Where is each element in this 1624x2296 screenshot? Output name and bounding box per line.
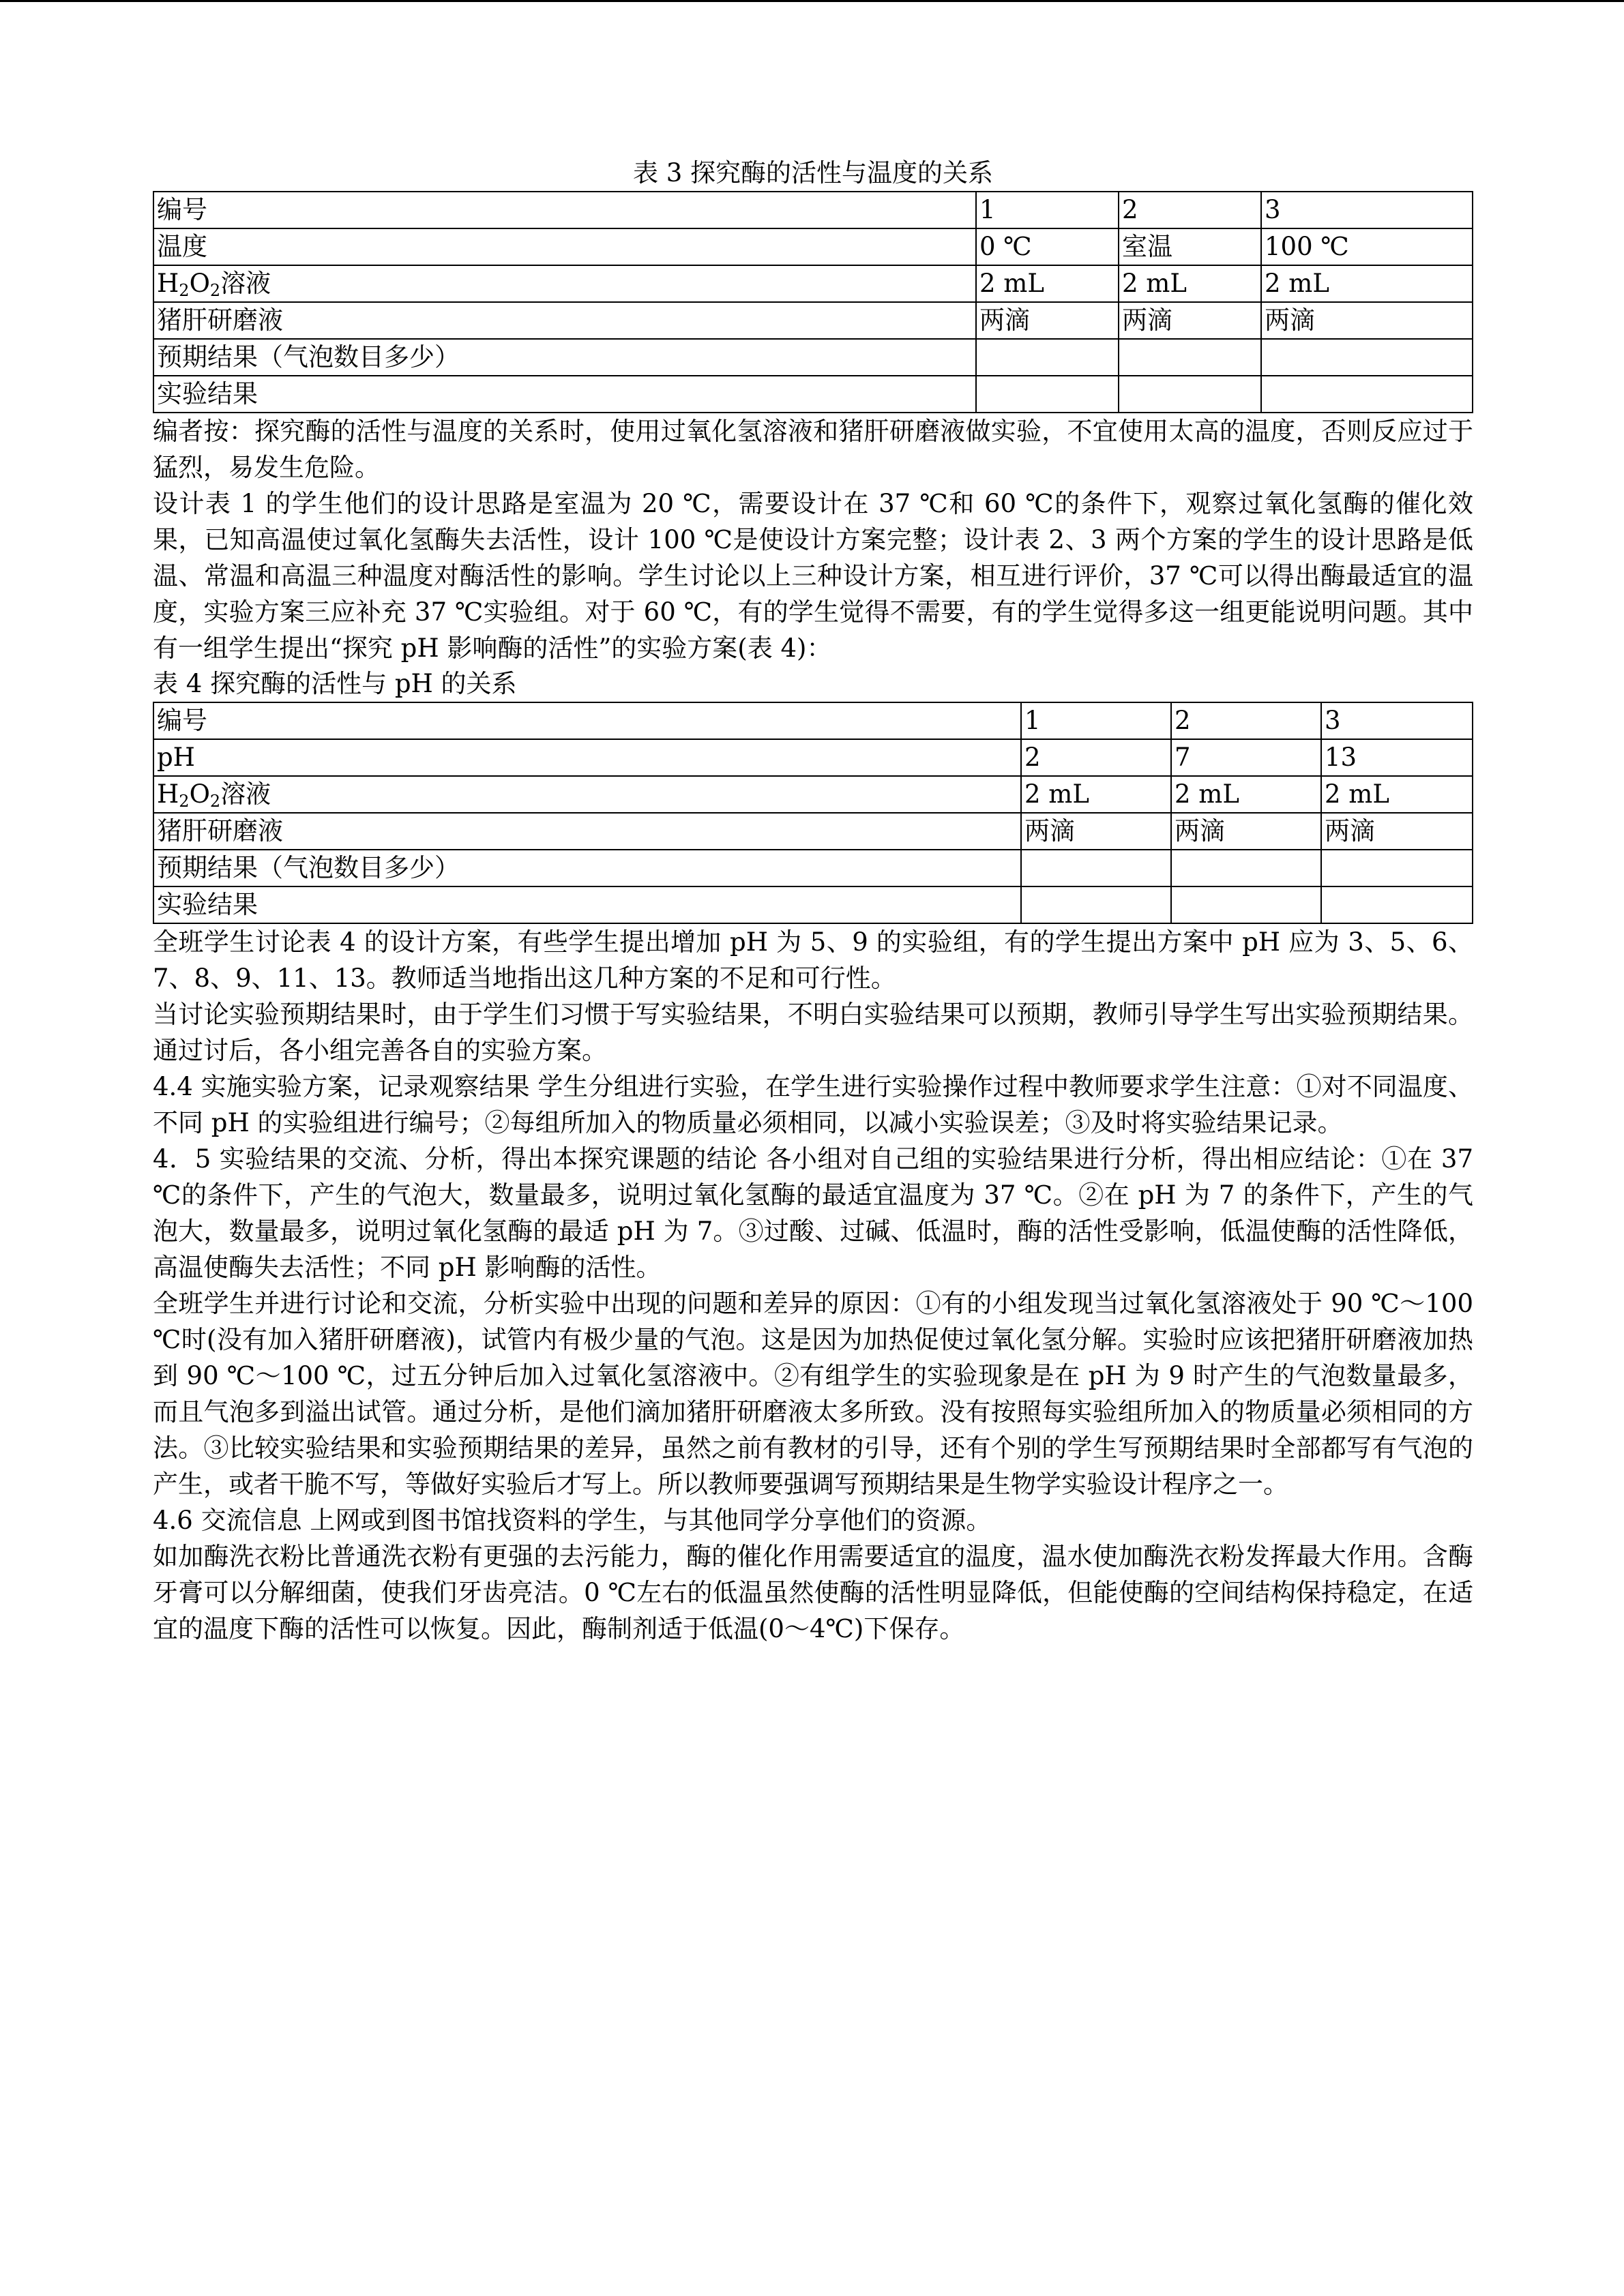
table-cell: 7 xyxy=(1171,739,1321,776)
table-cell: 两滴 xyxy=(1321,813,1473,850)
table-cell: 2 mL xyxy=(1021,776,1171,813)
table-cell: 2 xyxy=(1119,192,1261,228)
table-cell xyxy=(1021,850,1171,886)
table-row xyxy=(153,886,1473,923)
table-cell: 2 mL xyxy=(1321,776,1473,813)
table-row xyxy=(153,192,1473,228)
table-cell xyxy=(1261,339,1473,376)
table-cell: 实验结果 xyxy=(153,376,976,413)
table3-caption: 表 3 探究酶的活性与温度的关系 xyxy=(632,158,994,188)
table-cell: 3 xyxy=(1321,702,1473,739)
table-cell: 实验结果 xyxy=(153,886,1021,923)
table-cell xyxy=(1171,850,1321,886)
table-cell: 3 xyxy=(1261,192,1473,228)
table-row xyxy=(153,850,1473,886)
table-cell xyxy=(976,339,1119,376)
table-cell: 两滴 xyxy=(1171,813,1321,850)
table-cell: 2 xyxy=(1021,739,1171,776)
table-cell: 13 xyxy=(1321,739,1473,776)
table-cell: 1 xyxy=(976,192,1119,228)
table4-caption: 表 4 探究酶的活性与 pH 的关系 xyxy=(153,669,517,698)
table-row xyxy=(153,302,1473,339)
table-cell: 100 ℃ xyxy=(1261,228,1473,265)
table-cell xyxy=(1321,850,1473,886)
table-cell xyxy=(1021,886,1171,923)
paragraph-expected-results: 当讨论实验预期结果时，由于学生们习惯于写实验结果，不明白实验结果可以预期，教师引导学生写出实验预期结果。通过讨后，各小组完善各自的实验方案。 xyxy=(153,1000,1473,1065)
paragraph-section-4-4: 4.4 实施实验方案，记录观察结果 学生分组进行实验，在学生进行实验操作过程中教师要求学生注意：①对不同温度、不同 pH 的实验组进行编号；②每组所加入的物质量必须相同，以减小实验误差；③及时将实验结果记录。 xyxy=(153,1072,1473,1137)
paragraph-ph-discussion: 全班学生讨论表 4 的设计方案，有些学生提出增加 pH 为 5、9 的实验组，有的学生提出方案中 pH 应为 3、5、6、7、8、9、11、13。教师适当地指出这几种方案的不足和可行性。 xyxy=(153,927,1473,993)
page-top-border xyxy=(0,0,1624,2)
table-cell: 编号 xyxy=(153,702,1021,739)
table-row xyxy=(153,739,1473,776)
table3 xyxy=(153,191,1473,413)
table4 xyxy=(153,702,1473,924)
table-cell: 预期结果（气泡数目多少） xyxy=(153,850,1021,886)
table-row xyxy=(153,702,1473,739)
table-cell: 两滴 xyxy=(1021,813,1171,850)
table-cell xyxy=(1119,339,1261,376)
paragraph-design-discussion: 设计表 1 的学生他们的设计思路是室温为 20 ℃，需要设计在 37 ℃和 60 ℃的条件下，观察过氧化氢酶的催化效果，已知高温使过氧化氢酶失去活性，设计 100 ℃是使设计方案完整；设计表 2、3 两个方案的学生的设计思路是低温、常温和高温三种温度对酶活性的影响。学生讨论以上三种设计方案，相互进行评价，37 ℃可以得出酶最适宜的温度，实验方案三应补充 37 ℃实验组。对于 60 ℃，有的学生觉得不需要，有的学生觉得多这一组更能说明问题。其中有一组学生提出“探究 pH 影响酶的活性”的实验方案(表 4)： xyxy=(153,489,1473,663)
paragraph-editor-note: 编者按：探究酶的活性与温度的关系时，使用过氧化氢溶液和猪肝研磨液做实验，不宜使用太高的温度，否则反应过于猛烈，易发生危险。 xyxy=(153,417,1473,482)
table-cell xyxy=(1261,376,1473,413)
table-cell: $H_2O_2$溶液 xyxy=(153,776,1021,813)
table-cell xyxy=(1119,376,1261,413)
table-cell: 猪肝研磨液 xyxy=(153,813,1021,850)
table-cell: 2 mL xyxy=(976,265,1119,302)
table-row xyxy=(153,813,1473,850)
table-cell: 预期结果（气泡数目多少） xyxy=(153,339,976,376)
table-cell: 温度 xyxy=(153,228,976,265)
table-row xyxy=(153,376,1473,413)
table-cell: 2 xyxy=(1171,702,1321,739)
table-cell: 1 xyxy=(1021,702,1171,739)
table-cell: 2 mL xyxy=(1261,265,1473,302)
table-cell: 两滴 xyxy=(976,302,1119,339)
table-cell: $H_2O_2$溶液 xyxy=(153,265,976,302)
paragraph-section-4-5: 4．5 实验结果的交流、分析，得出本探究课题的结论 各小组对自己组的实验结果进行分析，得出相应结论：①在 37 ℃的条件下，产生的气泡大，数量最多，说明过氧化氢酶的最适宜温度为 37 ℃。②在 pH 为 7 的条件下，产生的气泡大，数量最多，说明过氧化氢酶的最适 pH 为 7。③过酸、过碱、低温时，酶的活性受影响，低温使酶的活性降低，高温使酶失去活性；不同 pH 影响酶的活性。 xyxy=(153,1144,1473,1282)
table-cell xyxy=(1321,886,1473,923)
table-cell: 两滴 xyxy=(1261,302,1473,339)
table-cell: 编号 xyxy=(153,192,976,228)
table-row xyxy=(153,228,1473,265)
paragraph-section-4-6: 4.6 交流信息 上网或到图书馆找资料的学生，与其他同学分享他们的资源。 xyxy=(153,1506,992,1535)
paragraph-enzyme-applications: 如加酶洗衣粉比普通洗衣粉有更强的去污能力，酶的催化作用需要适宜的温度，温水使加酶洗衣粉发挥最大作用。含酶牙膏可以分解细菌，使我们牙齿亮洁。0 ℃左右的低温虽然使酶的活性明显降低，但能使酶的空间结构保持稳定，在适宜的温度下酶的活性可以恢复。因此，酶制剂适于低温(0～4℃)下保存。 xyxy=(153,1542,1473,1643)
table-row xyxy=(153,339,1473,376)
table-cell: 2 mL xyxy=(1171,776,1321,813)
table-cell: 0 ℃ xyxy=(976,228,1119,265)
paragraph-analysis: 全班学生并进行讨论和交流，分析实验中出现的问题和差异的原因：①有的小组发现当过氧化氢溶液处于 90 ℃～100 ℃时(没有加入猪肝研磨液)，试管内有极少量的气泡。这是因为加热促使过氧化氢分解。实验时应该把猪肝研磨液加热到 90 ℃～100 ℃，过五分钟后加入过氧化氢溶液中。②有组学生的实验现象是在 pH 为 9 时产生的气泡数量最多，而且气泡多到溢出试管。通过分析，是他们滴加猪肝研磨液太多所致。没有按照每实验组所加入的物质量必须相同的方法。③比较实验结果和实验预期结果的差异，虽然之前有教材的引导，还有个别的学生写预期结果时全部都写有气泡的产生，或者干脆不写，等做好实验后才写上。所以教师要强调写预期结果是生物学实验设计程序之一。 xyxy=(153,1289,1473,1499)
table-cell: 2 mL xyxy=(1119,265,1261,302)
document-page xyxy=(153,155,1473,1647)
table-cell: 猪肝研磨液 xyxy=(153,302,976,339)
table-cell xyxy=(976,376,1119,413)
table-cell: 两滴 xyxy=(1119,302,1261,339)
table-cell xyxy=(1171,886,1321,923)
table-row xyxy=(153,265,1473,302)
table-row xyxy=(153,776,1473,813)
table-cell: 室温 xyxy=(1119,228,1261,265)
table-cell: pH xyxy=(153,739,1021,776)
